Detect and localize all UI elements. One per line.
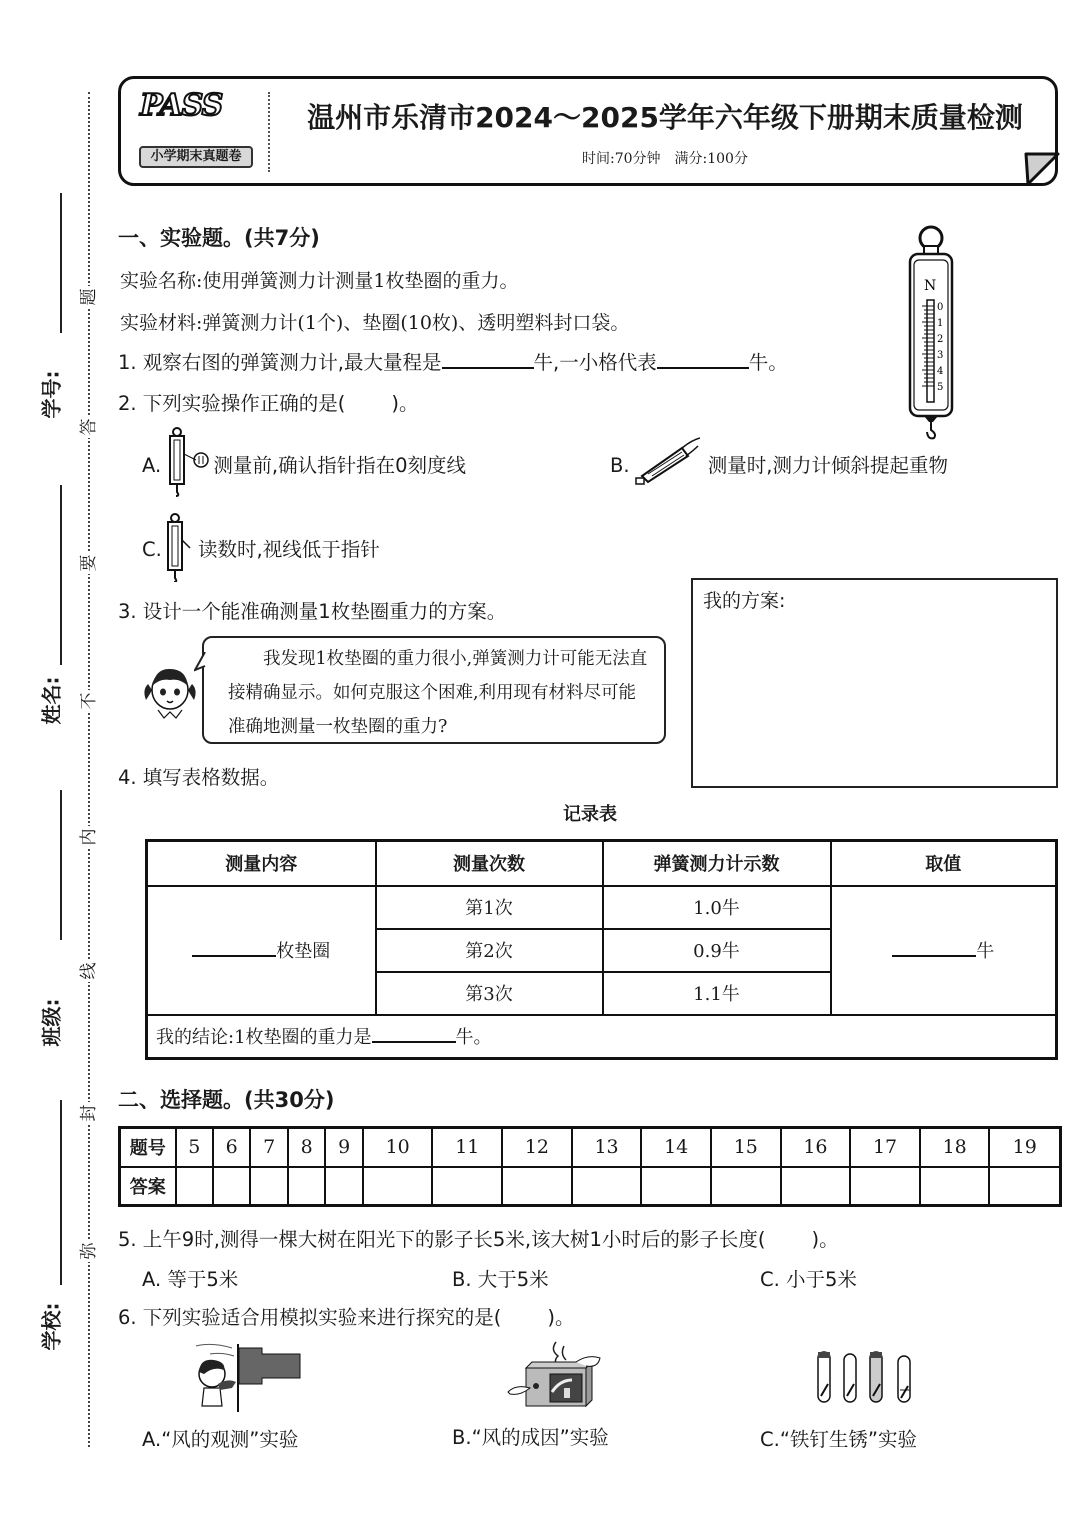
table-header-row [147,841,1057,886]
section-heading: 一、实验题。(共7分) [118,226,320,250]
reading-cell: 1.1牛 [603,972,831,1015]
q2-option-c[interactable]: C. 读数时,视线低于指针 [142,538,380,561]
q2-option-a[interactable]: A. 测量前,确认指针指在0刻度线 [142,454,467,477]
answer-cell[interactable] [363,1167,433,1206]
question-number-row: 题号 5 6 7 8 9 10 11 12 13 14 15 16 17 18 19 [120,1128,1061,1167]
seal-char: 弥 [78,1240,100,1262]
question-2: 2. 下列实验操作正确的是( )。 [118,392,419,415]
answer-grid [118,1126,1062,1207]
column-header: 弹簧测力计示数 [603,841,831,886]
banner-divider [268,92,270,172]
svg-text:1: 1 [937,318,944,329]
svg-text:3: 3 [937,350,944,361]
svg-text:4: 4 [937,366,944,377]
q6-option-a[interactable]: A.“风的观测”实验 [142,1428,299,1451]
q2-option-b[interactable]: B. 测量时,测力计倾斜提起重物 [610,454,948,477]
conclusion-blank[interactable] [372,1025,456,1043]
q5-option-c[interactable]: C. 小于5米 [760,1268,857,1291]
seal-char: 要 [78,552,100,574]
speech-bubble [202,636,666,744]
seal-char: 线 [78,960,100,982]
answer-cell[interactable] [288,1167,325,1206]
experiment-name: 实验名称:使用弹簧测力计测量1枚垫圈的重力。 [120,270,519,292]
question-5: 5. 上午9时,测得一棵大树在阳光下的影子长5米,该大树1小时后的影子长度( )。 [118,1228,839,1251]
answer-cell[interactable] [432,1167,502,1206]
conclusion-row: 我的结论:1枚垫圈的重力是 牛。 [147,1015,1057,1059]
student-id-line[interactable] [60,193,62,333]
column-header: 取值 [831,841,1057,886]
question-3: 3. 设计一个能准确测量1枚垫圈重力的方案。 [118,600,507,623]
answer-blank[interactable] [442,350,534,370]
column-header: 测量次数 [376,841,603,886]
svg-text:2: 2 [937,334,944,345]
wind-formation-figure [506,1340,606,1410]
answer-cell[interactable] [572,1167,642,1206]
seal-char: 题 [78,286,100,308]
girl-avatar [138,660,202,724]
school-label: 学校: [39,1302,64,1351]
count-blank[interactable] [192,939,276,957]
answer-blank[interactable] [657,350,749,370]
school-line[interactable] [60,1100,62,1285]
class-line[interactable] [60,790,62,940]
q6-option-c[interactable]: C.“铁钉生锈”实验 [760,1428,918,1451]
answer-cell[interactable] [502,1167,572,1206]
measure-content-cell: 枚垫圈 [147,886,376,1015]
trial-cell: 第1次 [376,886,603,929]
page-title: 温州市乐清市2024～2025学年六年级下册期末质量检测 [307,101,1023,134]
value-blank[interactable] [892,939,976,957]
answer-cell[interactable] [989,1167,1060,1206]
seal-char: 不 [78,690,100,712]
seal-char: 内 [78,826,100,848]
speech-text: 我发现1枚垫圈的重力很小,弹簧测力计可能无法直接精确显示。如何克服这个困难,利用现有材料尽可能准确地测量一枚垫圈的重力? [228,649,648,737]
answer-row: 答案 [120,1167,1061,1206]
trial-cell: 第2次 [376,929,603,972]
series-badge: 小学期末真题卷 [139,146,253,168]
exam-info: 时间:70分钟 满分:100分 [582,151,748,167]
question-1: 1. 观察右图的弹簧测力计,最大量程是 牛,一小格代表 牛。 [118,351,788,374]
class-label: 班级: [39,998,64,1047]
table-row [147,886,1057,929]
name-line[interactable] [60,485,62,665]
answer-cell[interactable] [213,1167,250,1206]
svg-text:5: 5 [937,382,944,393]
experiment-materials: 实验材料:弹簧测力计(1个)、垫圈(10枚)、透明塑料封口袋。 [120,312,630,334]
answer-cell[interactable] [920,1167,990,1206]
answer-cell[interactable] [850,1167,920,1206]
my-plan-box[interactable] [691,578,1058,788]
question-4: 4. 填写表格数据。 [118,766,280,789]
q6-option-b[interactable]: B.“风的成因”实验 [452,1426,609,1449]
section-heading: 二、选择题。(共30分) [118,1088,335,1112]
q5-option-a[interactable]: A. 等于5米 [142,1268,239,1291]
answer-cell[interactable] [250,1167,287,1206]
reading-cell: 0.9牛 [603,929,831,972]
student-id-label: 学号: [39,370,64,419]
nail-rust-test-tubes-figure [814,1348,918,1404]
plan-label: 我的方案: [703,590,786,612]
q5-option-b[interactable]: B. 大于5米 [452,1268,549,1291]
answer-cell[interactable] [641,1167,711,1206]
answer-cell[interactable] [325,1167,362,1206]
newton-unit-label: N [924,278,937,294]
answer-cell[interactable] [176,1167,213,1206]
reading-cell: 1.0牛 [603,886,831,929]
svg-text:0: 0 [937,302,944,313]
value-cell: 牛 [831,886,1057,1015]
record-table-title: 记录表 [563,804,617,825]
wind-observation-figure [192,1340,304,1412]
name-label: 姓名: [39,676,64,725]
column-header: 测量内容 [147,841,376,886]
trial-cell: 第3次 [376,972,603,1015]
speech-tail-icon [194,652,206,672]
answer-cell[interactable] [711,1167,781,1206]
seal-char: 答 [78,416,100,438]
question-6: 6. 下列实验适合用模拟实验来进行探究的是( )。 [118,1306,575,1329]
pass-logo: PASS [140,88,223,123]
record-table [145,839,1058,1060]
seal-char: 封 [78,1102,100,1124]
answer-cell[interactable] [781,1167,851,1206]
spring-scale-figure [906,224,956,440]
